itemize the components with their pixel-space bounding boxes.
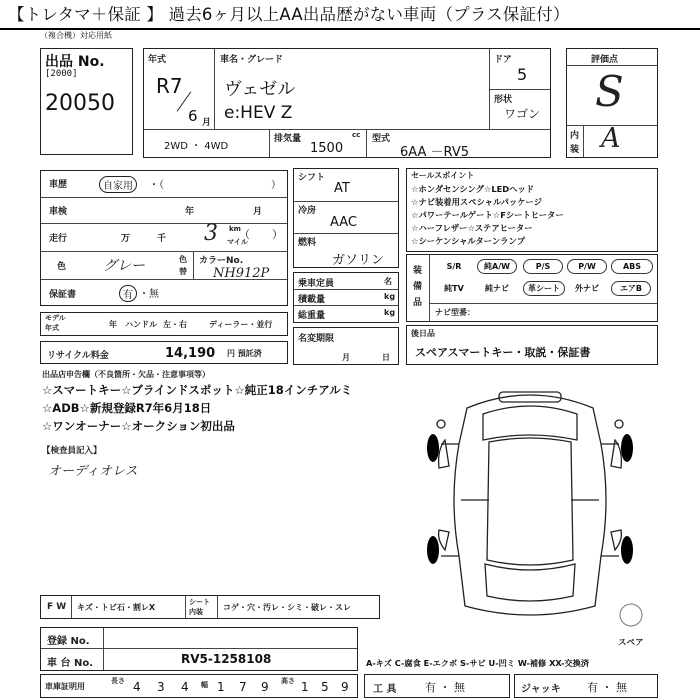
- doors-label: ドア: [494, 55, 512, 65]
- registration-label: 登録 No.: [47, 636, 90, 647]
- tools-value: 有 ・ 無: [425, 681, 465, 694]
- load-label: 積載量: [298, 295, 326, 305]
- chassis-label: 車 台 No.: [47, 658, 94, 669]
- drive: 2WD ・ 4WD: [164, 141, 229, 152]
- sales-point: ☆パワーテールゲート☆Fシートヒーター: [411, 210, 564, 220]
- km-unit: km: [229, 225, 241, 233]
- name-change-month: 月: [342, 353, 350, 362]
- shift-value: AT: [334, 181, 350, 196]
- listing-number: 20050: [45, 91, 115, 116]
- model-row: [40, 312, 288, 336]
- displacement: 1500: [310, 141, 344, 156]
- sales-points-list: [411, 183, 564, 248]
- doors: 5: [517, 65, 528, 84]
- inspector-note: オーディオレス: [48, 464, 138, 479]
- width-d1: 1: [217, 680, 225, 694]
- banner: 【トレタマ＋保証 】 過去6ヶ月以上AA出品歴がない車両（プラス保証付）: [0, 0, 700, 30]
- score-label: 評価点: [591, 55, 619, 65]
- mileage-paren: （ ）: [239, 228, 283, 241]
- name-change-day: 日: [382, 353, 390, 362]
- recycle-box: [40, 341, 288, 364]
- capacity-box: [293, 272, 399, 323]
- registration-box: [40, 627, 358, 671]
- equipment-box: [406, 254, 658, 322]
- cooling-value: AAC: [330, 215, 357, 230]
- score-value: S: [595, 67, 624, 116]
- inspection-label: 車検: [49, 207, 68, 217]
- notes-list: [42, 381, 352, 435]
- jack-value: 有 ・ 無: [587, 681, 627, 694]
- interior-label-1: 内: [570, 131, 580, 141]
- sales-points-label: セールスポイント: [411, 171, 475, 180]
- width-d2: 7: [239, 680, 247, 694]
- interior-label-2: 装: [570, 145, 580, 155]
- inspection-month-unit: 月: [253, 207, 263, 217]
- height-d2: 5: [321, 680, 329, 694]
- car-diagram: [405, 380, 655, 630]
- color-no: NH912P: [213, 266, 270, 281]
- sales-point: ☆ハーフレザー☆ステアヒーター: [411, 223, 533, 233]
- length-d3: 4: [181, 680, 189, 694]
- vehicle-box: [143, 48, 551, 158]
- model-nen: 年: [109, 320, 117, 329]
- seating-label: 乗車定員: [298, 279, 335, 289]
- color-no-label: カラーNo.: [199, 256, 244, 266]
- fuel-value: ガソリン: [332, 253, 385, 268]
- interior-row-label: 内装: [189, 608, 203, 616]
- seat-label: シート: [189, 598, 210, 606]
- recycle-label: リサイクル料金: [47, 351, 109, 361]
- vehicle-name: ヴェゼル: [224, 79, 296, 100]
- width-d3: 9: [261, 680, 269, 694]
- model-year-label: モデル: [45, 314, 66, 322]
- damage-legend: A-キズ C-腐食 E-エクボ S-サビ U-凹ミ W-補修 XX-交換済: [366, 658, 590, 668]
- mileage-hand: 3: [204, 221, 218, 246]
- listing-label: 出品 No.: [45, 54, 105, 70]
- owner-sep: ・（: [149, 180, 164, 191]
- vehicle-grade: e:HEV Z: [224, 103, 293, 123]
- equip-tv: 純TV: [444, 284, 464, 293]
- equip-airbag: エアB: [611, 281, 651, 296]
- mile-unit: マイル: [227, 238, 248, 246]
- length-d1: 4: [133, 680, 141, 694]
- note-line: ☆ワンオーナー☆オークション初出品: [42, 419, 235, 433]
- notes-label: 出品店申告欄（不良箇所・欠品・注意事項等）: [42, 370, 210, 379]
- height-label: 高さ: [281, 677, 295, 685]
- color-label: 色: [57, 262, 67, 272]
- jack-label: ジャッキ: [521, 684, 561, 695]
- height-d1: 1: [301, 680, 309, 694]
- jack-box: [514, 674, 658, 698]
- warranty-label: 保証書: [49, 290, 77, 300]
- sales-points-box: [406, 168, 658, 252]
- spare-label: スペア: [618, 638, 644, 648]
- year-label: 年式: [148, 55, 167, 65]
- spec-box: [293, 168, 399, 268]
- equip-label-1: 装: [413, 266, 423, 276]
- cc-unit: cc: [352, 131, 361, 139]
- model-year-label-2: 年式: [45, 324, 59, 332]
- recycle-suffix: 円 預託済: [227, 349, 262, 358]
- fuel-label: 燃料: [298, 238, 317, 248]
- inspection-year-unit: 年: [185, 207, 195, 217]
- era: R7: [156, 74, 183, 98]
- mileage-man: 万: [121, 234, 131, 244]
- name-change-label: 名変期限: [298, 334, 335, 344]
- equip-power-steering: P/S: [523, 259, 563, 274]
- cooling-label: 冷房: [298, 206, 317, 216]
- displacement-label: 排気量: [274, 134, 302, 144]
- nav-model-label: ナビ型番：: [435, 308, 475, 317]
- color: グレー: [103, 258, 145, 274]
- name-change-box: [293, 327, 399, 365]
- body-label: 形状: [494, 95, 513, 105]
- width-label: 幅: [201, 681, 208, 689]
- equip-label-2: 備: [413, 282, 423, 292]
- sales-point: ☆ナビ装着用スペシャルパッケージ: [411, 197, 542, 207]
- fw-text: キズ・トビ石・割レX: [77, 603, 156, 612]
- color-change-1: 色: [179, 255, 187, 264]
- equip-leather: 革シート: [523, 281, 565, 296]
- later-text: スペアスマートキー・取説・保証書: [415, 346, 591, 359]
- length-label: 長さ: [111, 677, 125, 685]
- equip-power-windows: P/W: [567, 259, 607, 274]
- dealer-label: ディーラー・並行: [209, 320, 273, 329]
- name-label: 車名・グレード: [220, 55, 284, 65]
- fw-label: F W: [47, 602, 67, 612]
- later-label: 後日品: [411, 329, 435, 338]
- listing-box: [40, 48, 133, 155]
- owner-close: ）: [271, 180, 281, 191]
- note-line: ☆ADB☆新規登録R7年6月18日: [42, 401, 212, 415]
- cert-row: [40, 674, 358, 698]
- owner-type: 自家用: [99, 176, 137, 193]
- spare-tire-icon: [618, 602, 644, 628]
- shift-label: シフト: [298, 173, 326, 183]
- fw-row: [40, 595, 380, 619]
- load-unit: kg: [384, 292, 396, 301]
- handle-lr: 左・右: [163, 320, 187, 329]
- height-d3: 9: [341, 680, 349, 694]
- handle-label: ハンドル: [125, 320, 157, 329]
- mileage-sen: 千: [157, 234, 167, 244]
- recycle-amount: 14,190: [165, 346, 216, 361]
- subheader: （複合機）対応用紙: [40, 31, 112, 40]
- equip-label-3: 品: [413, 298, 423, 308]
- history-box: [40, 170, 288, 306]
- cert-label: 車庫証明用: [45, 682, 85, 691]
- color-change-2: 替: [179, 267, 187, 276]
- equip-sr: S/R: [446, 262, 462, 271]
- seat-text: コゲ・穴・汚レ・シミ・破レ・スレ: [223, 603, 351, 612]
- interior-score: A: [601, 123, 621, 154]
- gross-label: 総重量: [298, 311, 326, 321]
- equip-navi: 純ナビ: [485, 284, 509, 293]
- inspector-label: 【検査員記入】: [42, 446, 102, 456]
- model-code: 6AA －RV5: [400, 145, 470, 160]
- tools-label: 工 具: [373, 684, 397, 695]
- tools-box: [364, 674, 510, 698]
- body-type: ワゴン: [504, 107, 541, 121]
- sales-point: ☆シーケンシャルターンランプ: [411, 236, 526, 246]
- month: 6: [188, 107, 198, 125]
- later-box: [406, 325, 658, 365]
- note-line: ☆スマートキー☆ブラインドスポット☆純正18インチアルミ: [42, 383, 353, 397]
- history-label: 車歴: [49, 180, 68, 190]
- sales-point: ☆ホンダセンシング☆LEDヘッド: [411, 184, 535, 194]
- seating-unit: 名: [384, 277, 392, 286]
- equip-ext-navi: 外ナビ: [575, 284, 599, 293]
- model-label: 型式: [372, 134, 391, 144]
- length-d2: 3: [157, 680, 165, 694]
- equip-abs: ABS: [611, 259, 653, 274]
- equip-alloy-wheels: 純A/W: [477, 259, 517, 274]
- score-box: [566, 48, 658, 158]
- warranty-no: ・無: [139, 289, 159, 300]
- warranty-yes: 有: [119, 285, 137, 302]
- mileage-label: 走行: [49, 234, 68, 244]
- month-unit: 月: [202, 118, 212, 128]
- chassis-number: RV5-1258108: [181, 652, 272, 666]
- listing-tag: [2000]: [45, 69, 78, 79]
- gross-unit: kg: [384, 308, 396, 317]
